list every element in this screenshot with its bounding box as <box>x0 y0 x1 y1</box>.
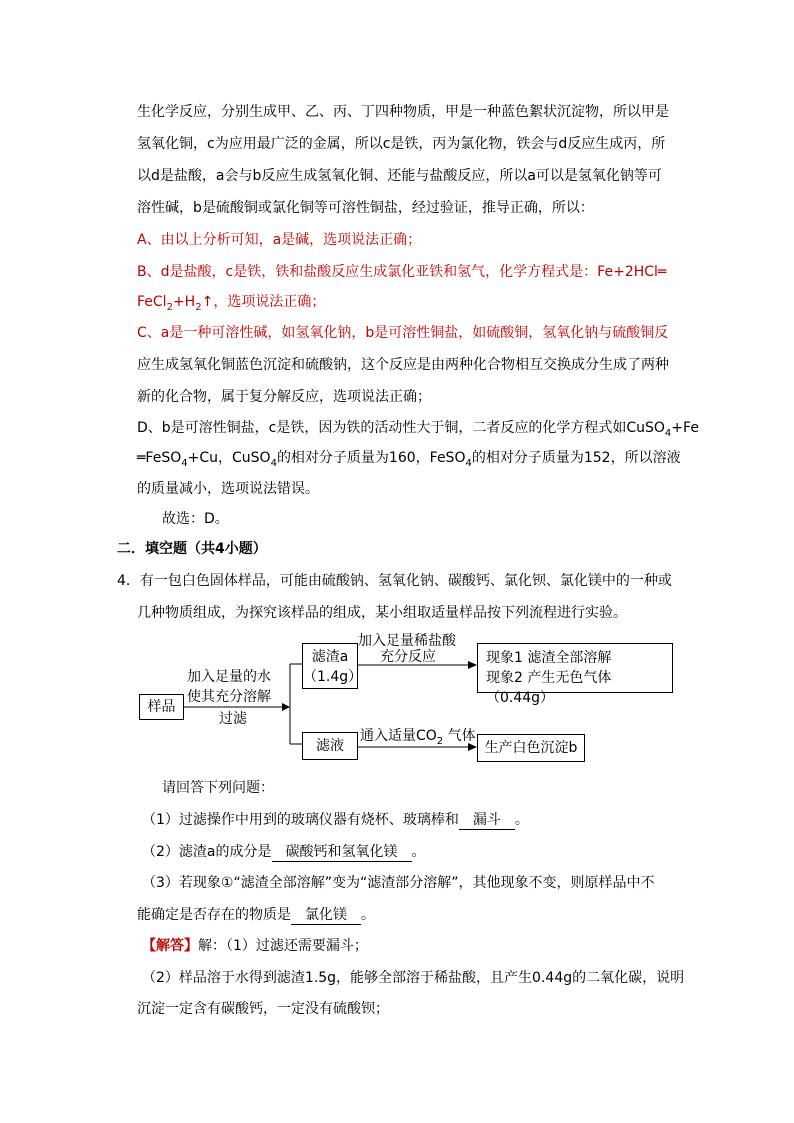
precipitate-box <box>477 734 585 762</box>
solution-line-3: 沉淀一定含有碳酸钙，一定没有硫酸钡； <box>137 1001 389 1017</box>
option-c-text-1: C、a是一种可溶性碱，如氢氧化钠，b是可溶性铜盐，如硫酸铜，氢氧化钠与硫酸铜反 <box>137 325 669 341</box>
formula-part: 的相对分子质量为152，所以溶液 <box>471 450 681 466</box>
formula-subscript: 2 <box>195 301 202 313</box>
residue-mass: （1.4g） <box>303 669 363 685</box>
question-2-text: （2）滤渣a的成分是 <box>142 844 272 860</box>
analysis-line-2: 氢氧化铜，c为应用最广泛的金属，所以c是铁，丙为氯化物，铁会与d反应生成丙，所 <box>137 136 666 152</box>
formula-part: 的相对分子质量为160，FeSO <box>276 450 466 466</box>
solution-text-1: 解：（1）过滤还需要漏斗； <box>198 938 368 954</box>
formula-subscript: 4 <box>465 457 472 469</box>
formula-part: ↑，选项说法正确； <box>201 294 326 310</box>
question-1-text: （1）过滤操作中用到的玻璃仪器有烧杯、玻璃棒和 <box>142 812 459 828</box>
question-3-line-1: （3）若现象①“滤渣全部溶解”变为“滤渣部分溶解”，其他现象不变，则原样品中不 <box>142 875 655 891</box>
phenomenon-2: 现象2 产生无色气体（0.44g） <box>486 670 612 706</box>
residue-label: 滤渣a <box>311 649 349 665</box>
question-3-end: 。 <box>361 907 375 923</box>
analysis-line-3: 以d是盐酸，a会与b反应生成氢氧化铜、还能与盐酸反应，所以a可以是氢氧化钠等可 <box>137 168 662 184</box>
option-d-line-3: 的质量减小，选项说法错误。 <box>137 481 319 497</box>
sample-label: 样品 <box>147 699 176 715</box>
formula-subscript: 4 <box>270 457 277 469</box>
choice-answer: 故选：D。 <box>162 511 229 527</box>
co2-text-suffix: 气体 <box>443 728 476 744</box>
question-intro-1: 4．有一包白色固体样品，可能由硫酸钠、氢氧化钠、碳酸钙、氯化钡、氯化镁中的一种或 <box>117 573 672 589</box>
option-c-line-3: 新的化合物，属于复分解反应，选项说法正确； <box>137 389 431 405</box>
formula-part: FeCl <box>137 294 167 310</box>
acid-label-2: 充分反应 <box>380 649 436 665</box>
question-3-line-2 <box>137 905 697 925</box>
question-3-answer: 氯化镁 <box>291 906 361 925</box>
formula-part: +Cu，CuSO <box>187 450 271 466</box>
prompt: 请回答下列问题： <box>162 780 274 796</box>
question-1-end: 。 <box>514 812 529 828</box>
sample-box <box>139 694 184 720</box>
step1-label-3: 过滤 <box>219 711 247 727</box>
solution-line-2: （2）样品溶于水得到滤渣1.5g，能够全部溶于稀盐酸，且产生0.44g的二氧化碳，说明 <box>142 970 685 986</box>
question-3-text: 能确定是否存在的物质是 <box>137 907 291 923</box>
question-1 <box>142 810 702 830</box>
precipitate-label: 生产白色沉淀b <box>484 740 578 756</box>
filtrate-box <box>302 732 358 760</box>
question-2 <box>142 842 702 862</box>
step1-label-2: 使其充分溶解 <box>187 689 271 705</box>
acid-label-1: 加入足量稀盐酸 <box>358 633 456 649</box>
formula-part: ═FeSO <box>137 450 182 466</box>
residue-box <box>302 643 363 689</box>
step1-label-1: 加入足量的水 <box>187 669 271 685</box>
question-2-answer: 碳酸钙和氢氧化镁 <box>272 843 412 862</box>
formula-subscript: 2 <box>436 735 444 747</box>
formula-subscript: 2 <box>166 301 173 313</box>
filtrate-label: 滤液 <box>316 738 344 754</box>
formula-part: +H <box>172 294 196 310</box>
solution-tag: 【解答】 <box>142 938 198 954</box>
formula-part: +Fe <box>671 420 699 436</box>
option-a: A、由以上分析可知，a是碱，选项说法正确； <box>137 232 422 248</box>
co2-label <box>360 727 476 745</box>
phenomenon-1: 现象1 滤渣全部溶解 <box>486 650 612 666</box>
analysis-line-1: 生化学反应，分别生成甲、乙、丙、丁四种物质，甲是一种蓝色絮状沉淀物，所以甲是 <box>137 104 669 120</box>
formula-subscript: 4 <box>664 427 672 439</box>
phenomena-box <box>477 643 673 706</box>
question-intro-2: 几种物质组成，为探究该样品的组成，某小组取适量样品按下列流程进行实验。 <box>137 605 627 621</box>
solution-line-1 <box>142 936 702 956</box>
analysis-line-4: 溶性碱，b是硫酸铜或氯化铜等可溶性铜盐，经过验证，推导正确，所以： <box>137 200 594 216</box>
option-b-text: B、d是盐酸，c是铁，铁和盐酸反应生成氯化亚铁和氢气，化学方程式是：Fe+2HCl═ <box>137 264 667 280</box>
co2-text: 通入适量CO <box>360 728 437 744</box>
option-d-text: D、b是可溶性铜盐，c是铁，因为铁的活动性大于铜，二者反应的化学方程式如CuSO <box>137 420 665 436</box>
question-1-answer: 漏斗 <box>459 811 515 830</box>
option-c-line-2: 应生成氢氧化铜蓝色沉淀和硫酸钠，这个反应是由两种化合物相互交换成分生成了两种 <box>137 357 669 373</box>
question-2-end: 。 <box>411 844 426 860</box>
formula-subscript: 4 <box>181 457 188 469</box>
section-title: 二．填空题（共4小题） <box>117 541 267 557</box>
